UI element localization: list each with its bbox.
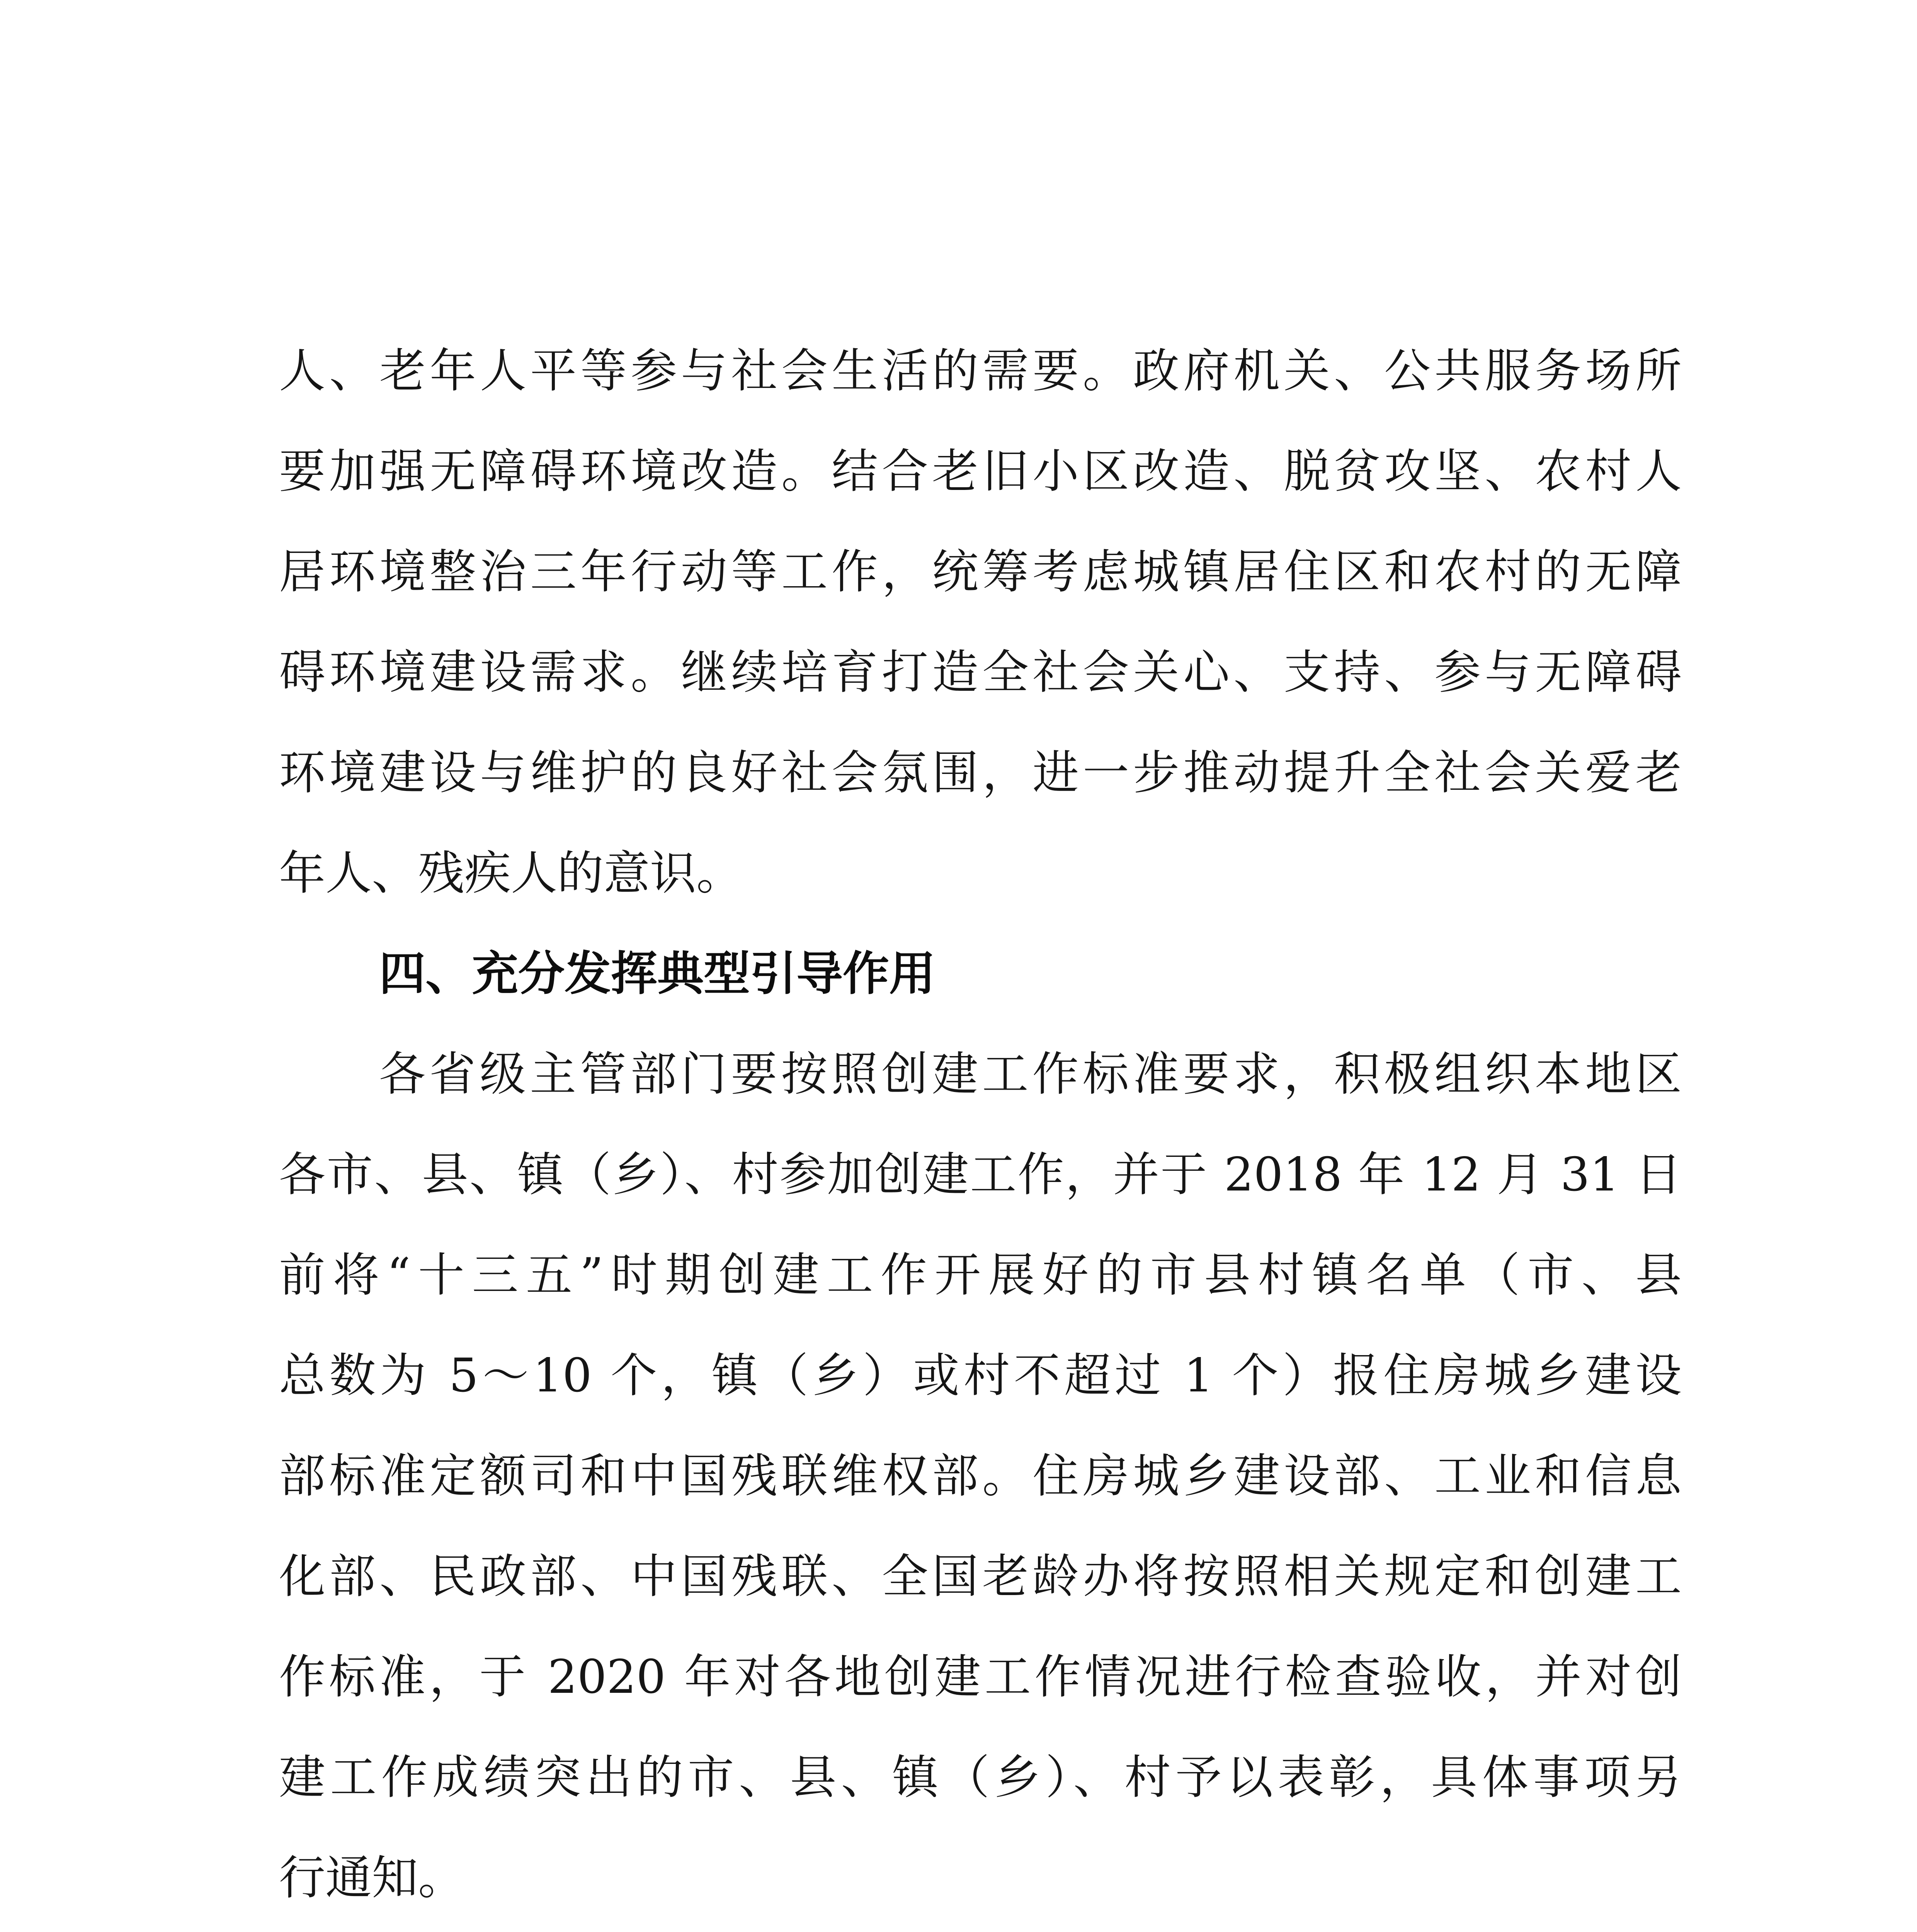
paragraph-line: 各市、县、镇（乡）、村参加创建工作，并于 2018 年 12 月 31 日 bbox=[279, 1148, 1682, 1202]
paragraph-line: 各省级主管部门要按照创建工作标准要求，积极组织本地区 bbox=[379, 1048, 1682, 1101]
paragraph-line: 环境建设与维护的良好社会氛围，进一步推动提升全社会关爱老 bbox=[279, 746, 1682, 800]
paragraph-line: 作标准，于 2020 年对各地创建工作情况进行检查验收，并对创 bbox=[279, 1650, 1682, 1704]
paragraph-line: 年人、残疾人的意识。 bbox=[279, 847, 743, 900]
paragraph-line: 人、老年人平等参与社会生活的需要。政府机关、公共服务场所 bbox=[279, 344, 1682, 398]
paragraph-line: 部标准定额司和中国残联维权部。住房城乡建设部、工业和信息 bbox=[279, 1449, 1682, 1503]
section-heading: 四、充分发挥典型引导作用 bbox=[379, 947, 936, 1001]
paragraph-line: 行通知。 bbox=[279, 1851, 464, 1905]
section-heading bbox=[279, 1929, 1682, 1932]
paragraph-line: 前将“十三五”时期创建工作开展好的市县村镇名单（市、县 bbox=[279, 1248, 1682, 1302]
paragraph-line: 总数为 5～10 个，镇（乡）或村不超过 1 个）报住房城乡建设 bbox=[279, 1349, 1682, 1403]
paragraph-line: 居环境整治三年行动等工作，统筹考虑城镇居住区和农村的无障 bbox=[279, 545, 1682, 599]
paragraph-line: 要加强无障碍环境改造。结合老旧小区改造、脱贫攻坚、农村人 bbox=[279, 445, 1682, 498]
paragraph-line: 建工作成绩突出的市、县、镇（乡）、村予以表彰，具体事项另 bbox=[279, 1751, 1682, 1804]
paragraph-line: 化部、民政部、中国残联、全国老龄办将按照相关规定和创建工 bbox=[279, 1550, 1682, 1604]
paragraph-line: 碍环境建设需求。继续培育打造全社会关心、支持、参与无障碍 bbox=[279, 646, 1682, 699]
document-body bbox=[279, 321, 1682, 1932]
